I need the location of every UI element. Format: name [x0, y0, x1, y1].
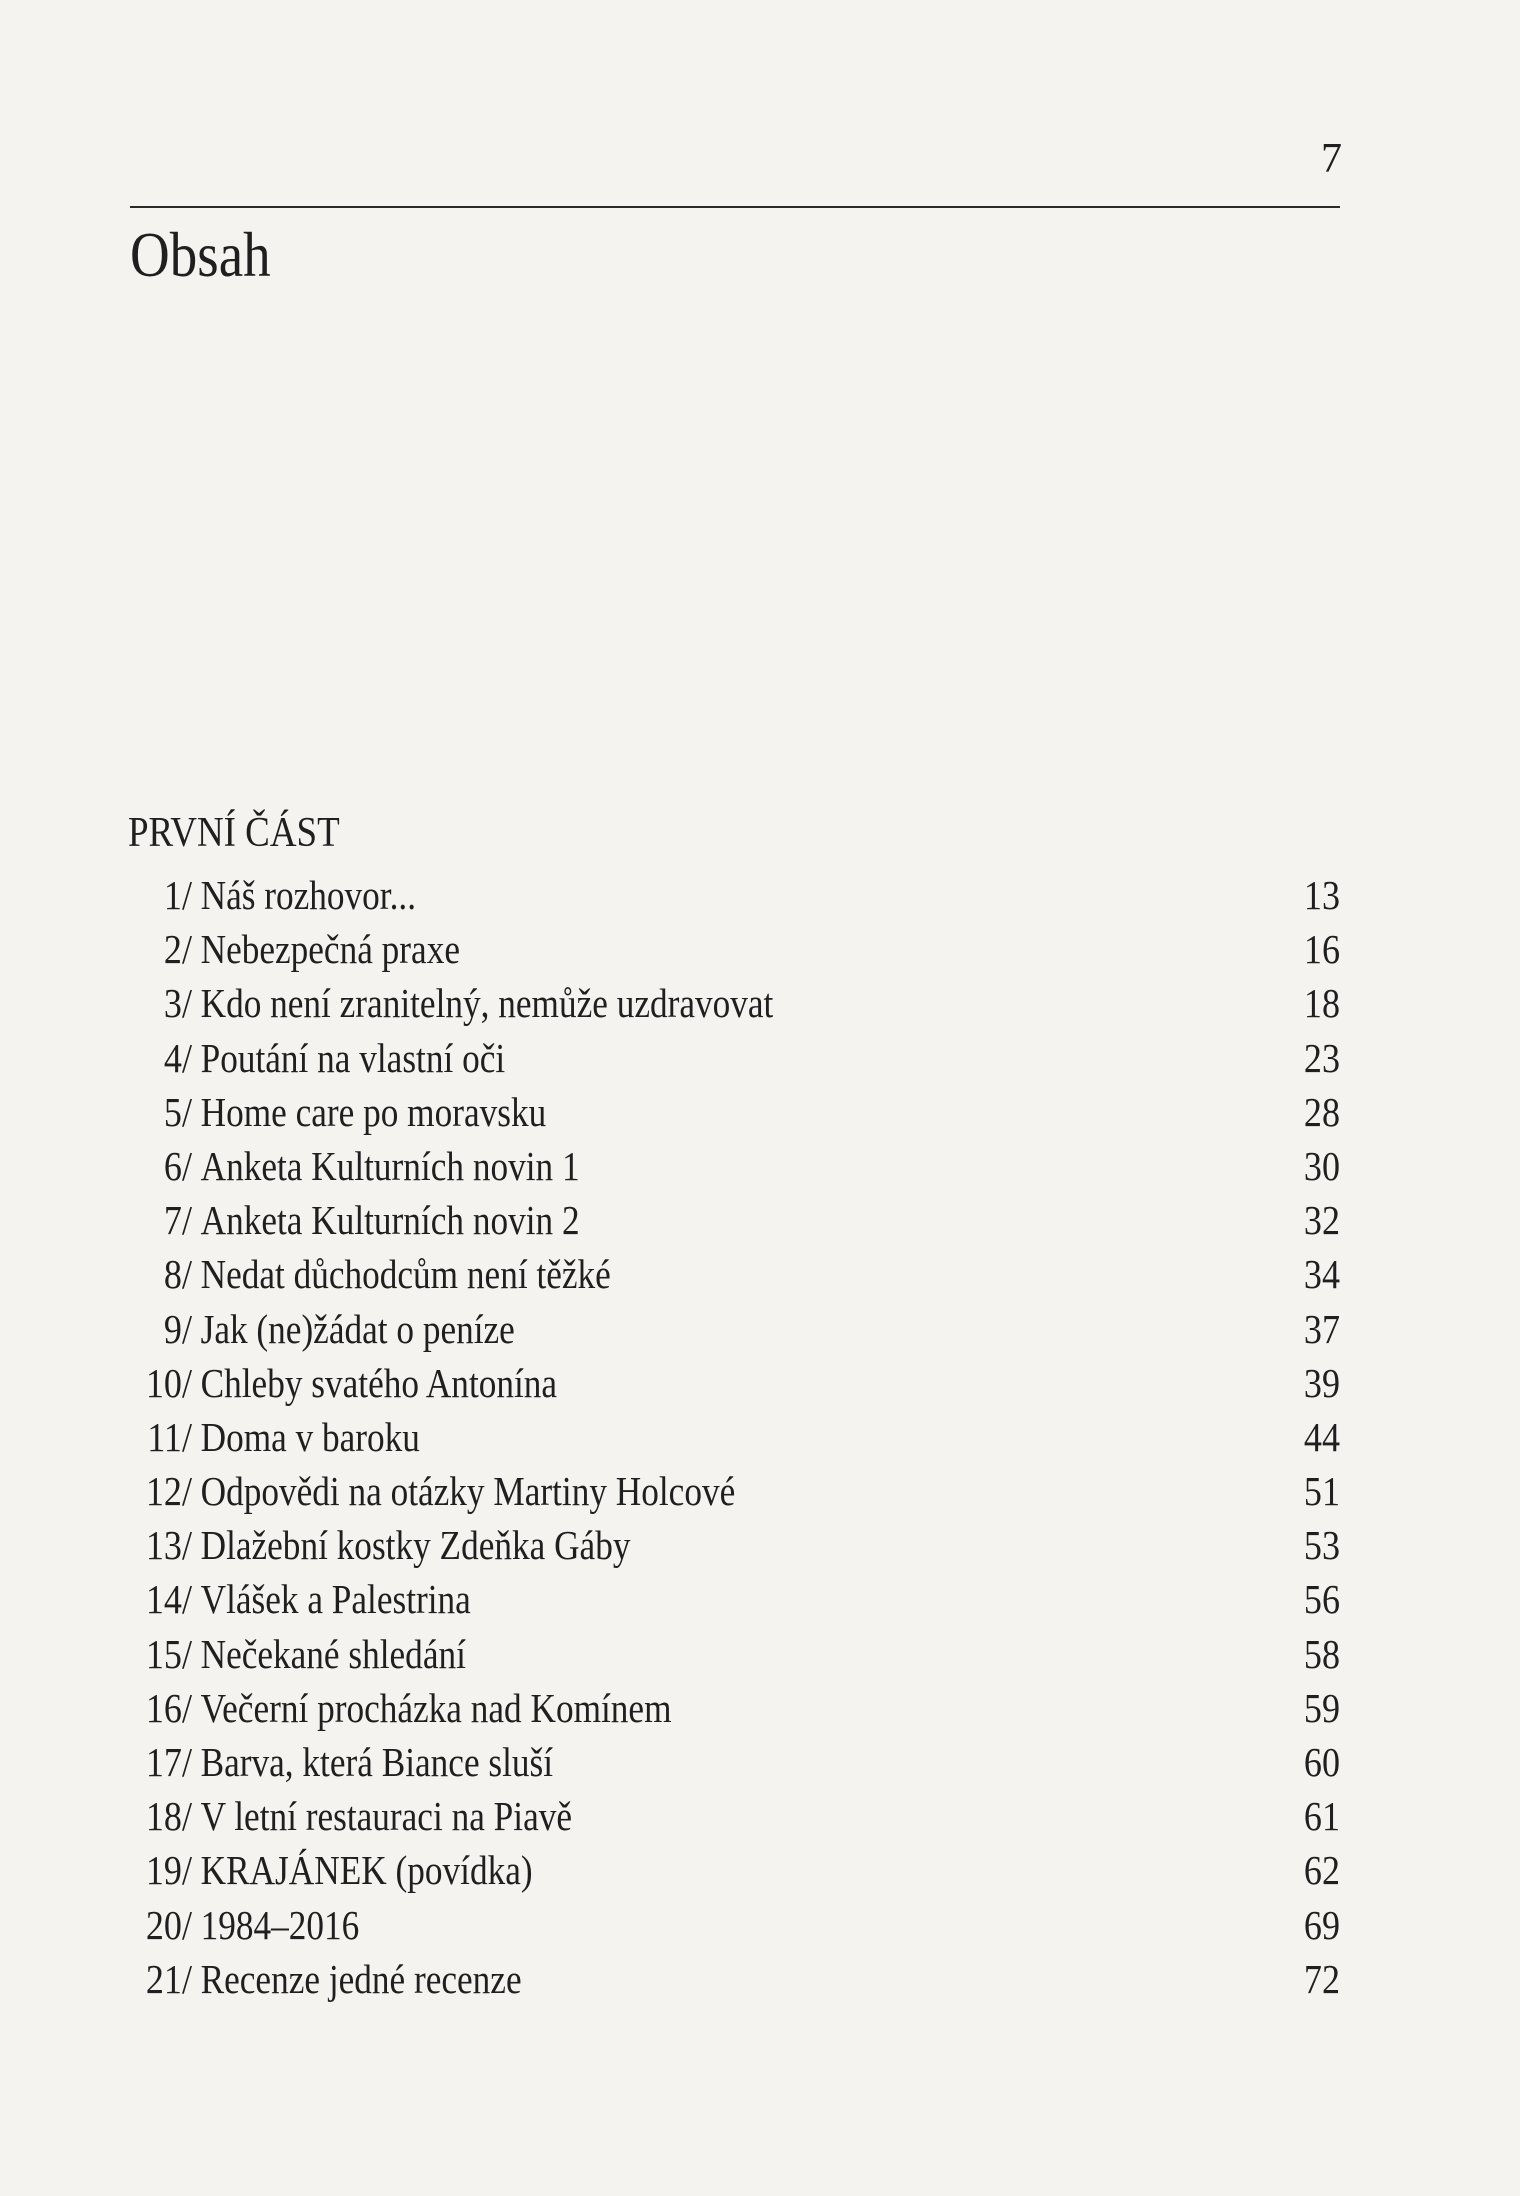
table-of-contents [128, 868, 1340, 2006]
toc-entry-title: Večerní procházka nad Komínem [200, 1684, 672, 1731]
toc-entry-page: 18 [1303, 980, 1340, 1027]
toc-entry-title: Chleby svatého Antonína [200, 1359, 558, 1406]
toc-entry [128, 1627, 1340, 1681]
toc-entry-page: 30 [1303, 1142, 1340, 1189]
toc-entry-title: Nebezpečná praxe [200, 926, 460, 973]
toc-entry-title: Anketa Kulturních novin 1 [200, 1142, 580, 1189]
toc-entry-number: 5/ [163, 1088, 192, 1135]
toc-entry-number: 19/ [145, 1847, 192, 1894]
toc-entry [128, 868, 1340, 922]
toc-entry [128, 1464, 1340, 1518]
toc-entry-page: 13 [1303, 872, 1340, 918]
toc-entry [128, 976, 1340, 1030]
toc-entry-number: 6/ [163, 1142, 192, 1189]
toc-entry-title: Home care po moravsku [200, 1088, 547, 1135]
toc-entry-page: 61 [1303, 1793, 1340, 1840]
toc-entry-number: 8/ [163, 1251, 192, 1298]
toc-entry [128, 1735, 1340, 1789]
toc-entry-number: 16/ [145, 1684, 192, 1731]
toc-entry-page: 32 [1303, 1197, 1340, 1244]
toc-entry [128, 1139, 1340, 1193]
toc-entry-title: Recenze jedné recenze [200, 1955, 522, 2002]
toc-entry-number: 15/ [145, 1630, 192, 1677]
toc-entry-number: 13/ [145, 1522, 192, 1569]
toc-entry [128, 1789, 1340, 1843]
toc-entry [128, 922, 1340, 976]
toc-entry [128, 1572, 1340, 1626]
toc-entry [128, 1193, 1340, 1247]
toc-entry-page: 51 [1303, 1468, 1340, 1515]
toc-entry-title: Nečekané shledání [200, 1630, 466, 1677]
toc-entry-page: 58 [1303, 1630, 1340, 1677]
toc-entry-title: Barva, která Biance sluší [200, 1739, 554, 1785]
toc-entry-number: 2/ [163, 926, 192, 973]
toc-entry [128, 1898, 1340, 1952]
toc-entry-page: 72 [1303, 1955, 1340, 2002]
toc-entry-number: 18/ [145, 1793, 192, 1840]
header-rule [130, 206, 1340, 208]
toc-entry-title: Anketa Kulturních novin 2 [200, 1197, 580, 1244]
section-heading: PRVNÍ ČÁST [128, 810, 340, 856]
toc-entry [128, 1085, 1340, 1139]
toc-entry-number: 4/ [163, 1034, 192, 1081]
toc-entry-page: 16 [1303, 926, 1340, 973]
toc-entry-page: 69 [1303, 1901, 1340, 1948]
toc-entry-number: 14/ [145, 1576, 192, 1623]
toc-entry [128, 1410, 1340, 1464]
toc-entry [128, 1356, 1340, 1410]
toc-entry-page: 34 [1303, 1251, 1340, 1298]
toc-entry [128, 1518, 1340, 1572]
toc-entry-number: 10/ [145, 1359, 192, 1406]
toc-entry-page: 56 [1303, 1576, 1340, 1623]
toc-entry-number: 9/ [163, 1305, 192, 1352]
toc-entry [128, 1952, 1340, 2006]
toc-entry-page: 44 [1303, 1413, 1340, 1460]
toc-entry [128, 1247, 1340, 1301]
toc-entry-title: 1984–2016 [200, 1901, 360, 1948]
toc-entry-page: 62 [1303, 1847, 1340, 1894]
toc-entry [128, 1031, 1340, 1085]
page-number: 7 [1321, 136, 1342, 182]
toc-entry-title: Odpovědi na otázky Martiny Holcové [200, 1468, 736, 1515]
toc-entry-page: 39 [1303, 1359, 1340, 1406]
toc-entry-title: Nedat důchodcům není těžké [200, 1251, 611, 1298]
toc-entry [128, 1843, 1340, 1897]
toc-entry-number: 12/ [145, 1468, 192, 1515]
toc-entry-page: 23 [1303, 1034, 1340, 1081]
toc-entry-page: 53 [1303, 1522, 1340, 1569]
toc-entry-title: Doma v baroku [200, 1413, 420, 1460]
toc-entry-number: 20/ [145, 1901, 192, 1948]
toc-entry-number: 21/ [145, 1955, 192, 2002]
toc-entry-title: KRAJÁNEK (povídka) [200, 1847, 533, 1894]
toc-entry-title: Jak (ne)žádat o peníze [200, 1305, 515, 1352]
toc-entry-page: 59 [1303, 1684, 1340, 1731]
toc-entry-number: 3/ [163, 980, 192, 1027]
page-title: Obsah [130, 219, 271, 290]
toc-entry-title: Poutání na vlastní oči [200, 1034, 506, 1081]
toc-entry-number: 7/ [163, 1197, 192, 1244]
toc-entry-title: Kdo není zranitelný, nemůže uzdravovat [200, 980, 774, 1027]
toc-entry-page: 60 [1303, 1739, 1340, 1785]
toc-entry-number: 11/ [147, 1413, 192, 1460]
toc-entry-page: 28 [1303, 1088, 1340, 1135]
toc-entry-title: Vlášek a Palestrina [200, 1576, 471, 1623]
toc-entry-number: 17/ [145, 1739, 192, 1785]
toc-entry [128, 1681, 1340, 1735]
toc-entry-page: 37 [1303, 1305, 1340, 1352]
toc-entry-title: V letní restauraci na Piavě [200, 1793, 573, 1840]
toc-entry [128, 1302, 1340, 1356]
toc-entry-title: Náš rozhovor... [200, 872, 417, 918]
toc-entry-number: 1/ [163, 872, 192, 918]
toc-entry-title: Dlažební kostky Zdeňka Gáby [200, 1522, 631, 1569]
